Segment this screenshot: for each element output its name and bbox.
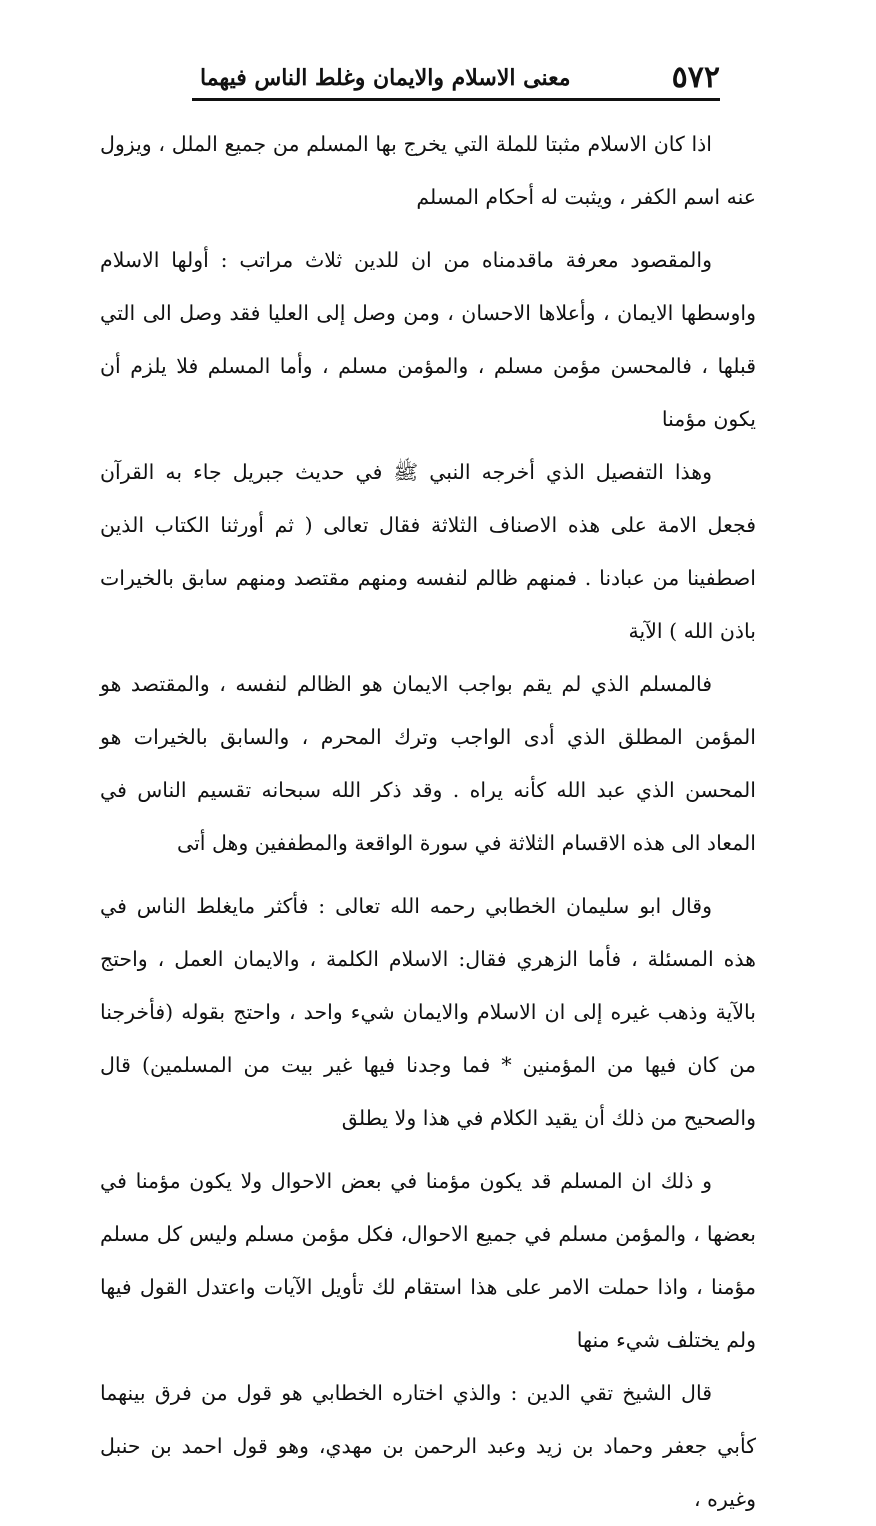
paragraph: قال الشيخ تقي الدين : والذي اختاره الخطابي هو قول من فرق بينهما كأبي جعفر وحماد بن زيد وعبد الرحمن بن مهدي، وهو قول احمد بن حنبل وغيره ، <box>100 1381 756 1511</box>
paragraph: فالمسلم الذي لم يقم بواجب الايمان هو الظالم لنفسه ، والمقتصد هو المؤمن المطلق الذي أدى الواجب وترك المحرم ، والسابق بالخيرات هو المحسن الذي عبد الله كأنه يراه . وقد ذكر الله سبحانه تقسيم الناس في المعاد الى هذه الاقسام الثلاثة في سورة الواقعة والمطففين وهل أتى <box>100 672 756 855</box>
page-header <box>200 56 720 96</box>
body-text <box>100 118 756 1526</box>
paragraph: وهذا التفصيل الذي أخرجه النبي ﷺ في حديث جبريل جاء به القرآن فجعل الامة على هذه الاصناف الثلاثة فقال تعالى ( ثم أورثنا الكتاب الذين اصطفينا من عبادنا . فمنهم ظالم لنفسه ومنهم مقتصد ومنهم سابق بالخيرات باذن الله ) الآية <box>100 460 756 643</box>
paragraph: والمقصود معرفة ماقدمناه من ان للدين ثلاث مراتب : أولها الاسلام واوسطها الايمان ، وأعلاها الاحسان ، ومن وصل إلى العليا فقد وصل الى التي قبلها ، فالمحسن مؤمن مسلم ، والمؤمن مسلم ، وأما المسلم فلا يلزم أن يكون مؤمنا <box>100 248 756 431</box>
header-rule <box>192 98 720 101</box>
running-title: معنى الاسلام والايمان وغلط الناس فيهما <box>200 65 571 91</box>
page-number: ٥٧٢ <box>671 60 720 95</box>
paragraph: اذا كان الاسلام مثبتا للملة التي يخرج بها المسلم من جميع الملل ، ويزول عنه اسم الكفر ، ويثبت له أحكام المسلم <box>100 132 756 209</box>
paragraph: و ذلك ان المسلم قد يكون مؤمنا في بعض الاحوال ولا يكون مؤمنا في بعضها ، والمؤمن مسلم في جميع الاحوال، فكل مؤمن مسلم وليس كل مسلم مؤمنا ، واذا حملت الامر على هذا استقام لك تأويل الآيات واعتدل القول فيها ولم يختلف شيء منها <box>100 1169 756 1352</box>
paragraph: وقال ابو سليمان الخطابي رحمه الله تعالى : فأكثر مايغلط الناس في هذه المسئلة ، فأما الزهري فقال: الاسلام الكلمة ، والايمان العمل ، واحتج بالآية وذهب غيره إلى ان الاسلام والايمان شيء واحد ، واحتج بقوله (فأخرجنا من كان فيها من المؤمنين * فما وجدنا فيها غير بيت من المسلمين) قال والصحيح من ذلك أن يقيد الكلام في هذا ولا يطلق <box>100 894 756 1130</box>
